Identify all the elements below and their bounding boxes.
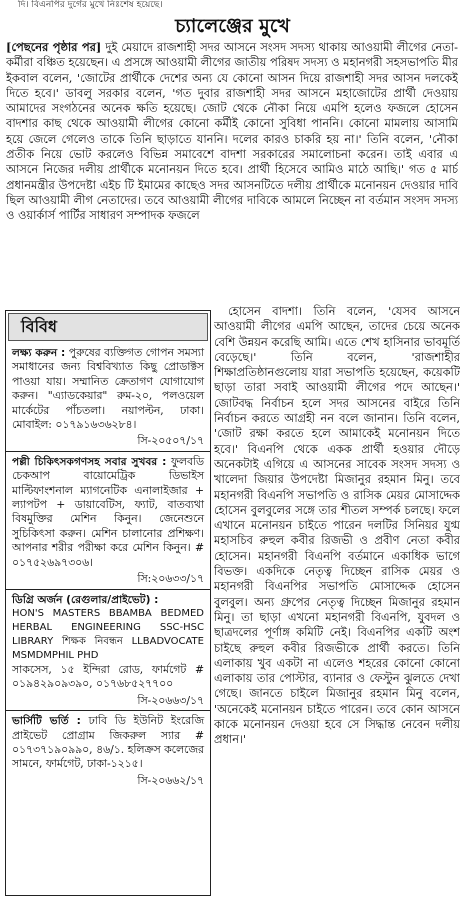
classified-ad — [6, 711, 210, 790]
article-headline: চ্যালেঞ্জের মুখে — [175, 15, 290, 37]
article-paragraph: হোসেন বাদশা। তিনি বলেন, 'যেসব আসনে আওয়ামী লীগের এমপি আছেন, তাদের চেয়ে অনেক বেশি উন্নয়ন করেছি আমি। এতে শেখ হাসিনার ভাবমূর্তি বেড়েছে।' তিনি বলেন, 'রাজশাহীর শিক্ষাপ্রতিষ্ঠানগুলোয় যারা সভাপতি হয়েছেন, কয়েকটি ছাড়া তারা সবাই আওয়ামী লীগের পদে আছেন।' জোটবদ্ধ নির্বাচন হলে সদর আসনের বাইরে তিনি নির্বাচন করতে আগ্রহী নন বলে জানান। তিনি বলেন, 'জোট রক্ষা করতে হলে আমাকেই মনোনয়ন দিতে হবে।' বিএনপি থেকে একক প্রার্থী হওয়ার দৌড়ে অনেকটাই এগিয়ে এ আসনের সাবেক সংসদ সদস্য ও খালেদা জিয়ার উপদেষ্টা মিজানুর রহমান মিনু। তবে মহানগরী বিএনপি সভাপতি ও রাসিক মেয়র মোসাদ্দেক হোসেন বুলবুলের সঙ্গে তার শীতল সম্পর্ক চলছে। ফলে এখানে মনোনয়ন চাইতে পারেন দলটির সিনিয়র যুগ্ম মহাসচিব রুহুল কবীর রিজভী ও প্রবীণ নেতা কবীর হোসেন। মহানগরী বিএনপি বর্তমানে একাধিক ভাগে বিভক্ত। একদিকে নেতৃত্ব দিচ্ছেন রাসিক মেয়র ও মহানগরী বিএনপির সভাপতি মোসাদ্দেক হোসেন বুলবুল। অন্য গ্রুপের নেতৃত্ব দিচ্ছেন মিজানুর রহমান মিনু। তা ছাড়া এখনো মহানগরী বিএনপি, যুবদল ও ছাত্রদলের পূর্ণাঙ্গ কমিটি নেই। বিএনপির একটি অংশ চাইছে রুহুল কবীর রিজভীকে প্রার্থী করতে। তিনি এলাকায় খুব একটা না এলেও শহরের কোনো কোনো এলাকায় তার পোস্টার, ব্যানার ও ফেস্টুন ঝুলতে দেখা গেছে। জানতে চাইলে মিজানুর রহমান মিনু বলেন, 'অনেকেই মনোনয়ন চাইতে পারেন। তবে কোন আসনে কাকে মনোনয়ন দেওয়া হবে সে সিদ্ধান্ত নেবেন দলীয় প্রধান।' — [214, 304, 460, 747]
article-continuation-column — [214, 304, 460, 894]
continuation-tag: [পেছনের পৃষ্ঠার পর] — [6, 40, 102, 54]
classified-ad — [6, 343, 210, 452]
classified-ad — [6, 452, 210, 590]
ad-heading: পল্লী চিকিৎসকগণসহ সবার সুখবর : — [12, 455, 167, 468]
ad-body: ফুলবডি চেকআপ বায়োমেট্রিক ডিভাইস মাল্টিফাংশনাল ম্যাগনেটিক এনালাইজার + ল্যাপটপ + ডায়াবেটিস, ফ্যাট, বাতব্যথা বিষমুক্তির মেশিন কিনুন। জেনেশুনে সুচিকিৎসা করুন। মেশিন চালানোর প্রশিক্ষণ। আপনার শরীর পরীক্ষা করে মেশিন কিনুন। # ০১৭৫২৬৯৭৩০৬। — [12, 454, 204, 569]
ad-body: সাকসেস, ১৫ ইন্দিরা রোড, ফার্মগেট # ০১৯৪২৯০৯৩৯০, ০১৭৬৮৫২৭৭০০ — [12, 662, 204, 691]
ad-degree-list: HON'S MASTERS BBAMBA BEDMED HERBAL ENGINEERING SSC-HSC LIBRARY শিক্ষক নিবন্ধন LLBADVOCATE MSMDMPHIL PHD — [12, 607, 204, 661]
intro-text: দুই মেয়াদে রাজশাহী সদর আসনে সংসদ সদস্য থাকায় আওয়ামী লীগের নেতা-কর্মীরা বঞ্চিত হয়েছেন। এ প্রসঙ্গে আওয়ামী লীগের জাতীয় পরিষদ সদস্য ও মহানগরী সহসভাপতি মীর ইকবাল বলেন, 'জোটের প্রার্থীকে দেশের অন্য যে কোনো আসন দিয়ে রাজশাহী সদর আসন দলকেই দিতে হবে।' ডাবলু সরকার বলেন, 'গত দুবার রাজশাহী সদর আসনে মহাজোটের প্রার্থী দেওয়ায় আমাদের সংগঠনের অনেক ক্ষতি হয়েছে। জোট থেকে নৌকা নিয়ে এমপি হলেও ফজলে হোসেন বাদশার কাছ থেকে আওয়ামী লীগের কোনো কর্মীই কোনো সুবিধা পাননি। কোনো মামলায় আসামি হয়ে জেলে গেলেও তাকে তিনি ছাড়াতে যাননি। দলের কারও চাকরি হয় না।' তিনি বলেন, 'নৌকা প্রতীক নিয়ে ভোট করলেও বিভিন্ন সমাবেশে বাদশা সরকারের সমালোচনা করেন। তাই এবার এ আসনে নিজের দলীয় প্রার্থীকে মনোনয়ন দিতে হবে। প্রার্থী হিসেবে আমিও মাঠে আছি।' গত ৫ মার্চ প্রধানমন্ত্রীর উপদেষ্টা এইচ টি ইমামের কাছেও সদর আসনটিতে দলীয় প্রার্থীকে মনোনয়ন দেওয়ার দাবি ছিল আওয়ামী লীগ নেতাদের। তবে আওয়ামী লীগের দাবিকে আমলে নিচ্ছেন না বর্তমান সংসদ সদস্য ও ওয়ার্কার্স পার্টির সাধারণ সম্পাদক ফজলে — [6, 40, 458, 223]
ad-body: পুরুষের ব্যক্তিগত গোপন সমস্যা সমাধানের জন্য বিশ্ববিখ্যাত কিছু প্রোডাক্টস পাওয়া যায়। সম্মানিত ক্রেতাগণ যোগাযোগ করুন। "এ্যাডকেয়ার" রুম-২০, পলওয়েল মার্কেটের পাঁচতলা। নয়াপল্টন, ঢাকা। মোবাইল: ০১৭৯১৬৩৬২৮৪। — [12, 346, 205, 432]
classified-box — [5, 310, 211, 896]
ad-code: সি-২০৬৬৩/১৭ — [137, 693, 204, 707]
classified-ad — [6, 590, 210, 712]
ad-code: সি:২০৬৩৩/১৭ — [137, 572, 204, 586]
ad-code: সি-২০৫০৭/১৭ — [137, 434, 204, 448]
ad-code: সি-২০৬৬২/১৭ — [137, 773, 204, 787]
ad-heading: ডিগ্রি অর্জন (রেগুলার/প্রাইভেট) : — [12, 593, 159, 606]
ad-heading: লক্ষ্য করুন : — [12, 347, 66, 359]
article-intro — [6, 40, 458, 304]
cut-off-previous-text: দি। বিএনপির দুর্গের মুখে নিঃশেষ হয়েছে। — [18, 0, 163, 10]
ad-body: ঢাবি ডি ইউনিট ইংরেজি প্রাইভেট প্রোগ্রাম জিকরুল স্যার # ০১৭৩৭১৯০৯৯০, ৪৬/১. হলিক্রস কলেজের সামনে, ফার্মগেট, ঢাকা-১২১৫। — [12, 714, 204, 771]
classified-title: বিবিধ — [8, 313, 208, 341]
ad-heading: ভার্সিটি ভর্তি : — [12, 715, 81, 728]
